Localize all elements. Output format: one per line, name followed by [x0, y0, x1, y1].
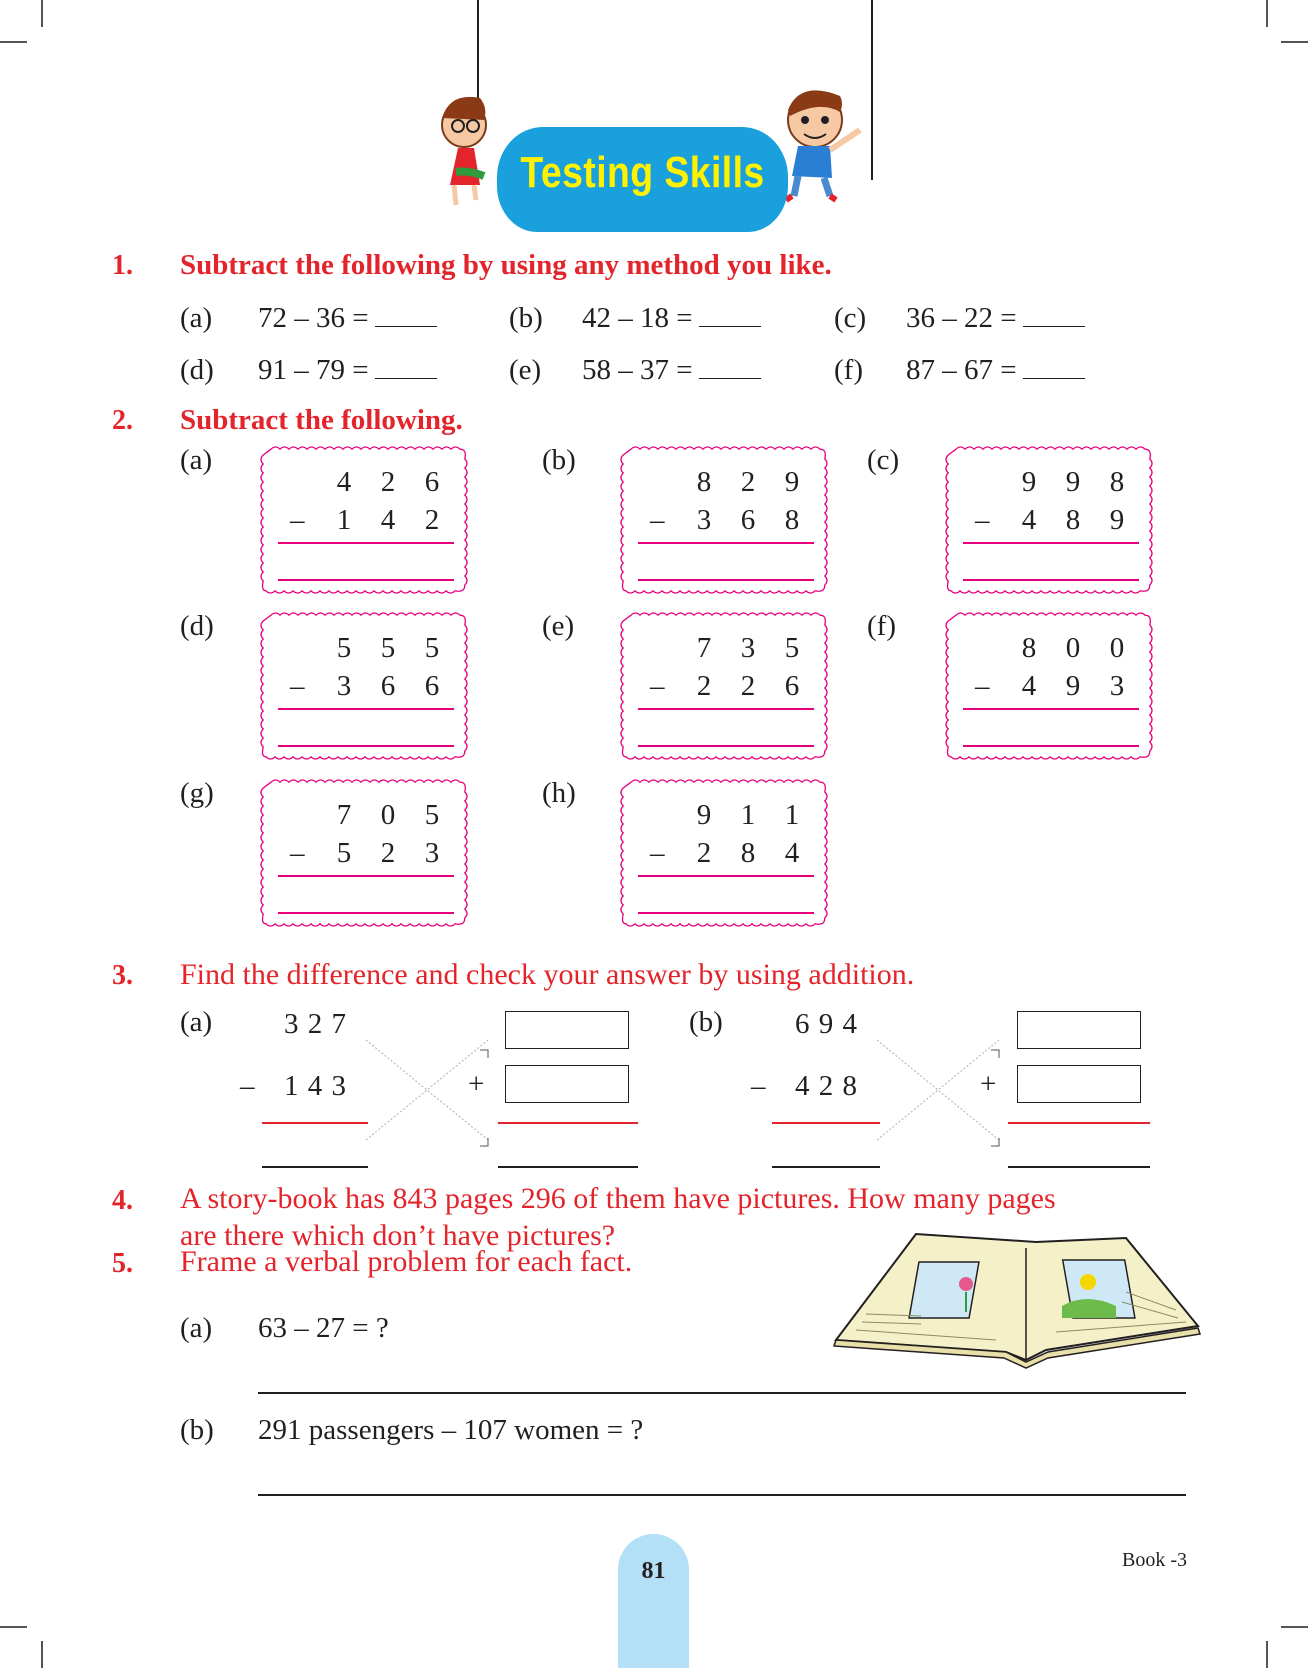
digit: 8	[1065, 504, 1081, 536]
digit: 6	[424, 466, 440, 498]
sum-line	[278, 708, 454, 710]
question-text: Subtract the following.	[180, 404, 463, 436]
subtrahend: 1 4 3	[284, 1070, 347, 1102]
subtrahend-digits	[322, 837, 454, 870]
answer-line[interactable]	[963, 579, 1139, 581]
subtraction-box	[260, 446, 468, 594]
sum-line	[638, 542, 814, 544]
digit: 2	[740, 670, 756, 702]
digit: 3	[740, 632, 756, 664]
item-label: (c)	[834, 302, 867, 334]
page-number: 81	[641, 1558, 666, 1584]
subtrahend-digits	[322, 504, 454, 537]
sum-label: (b)	[542, 444, 576, 476]
item-expression: 87 – 67 =	[906, 354, 1085, 387]
item-label: (b)	[509, 302, 543, 334]
answer-blank[interactable]	[375, 302, 437, 327]
book-label: Book -3	[1122, 1549, 1187, 1571]
sum-answer-line[interactable]	[498, 1166, 638, 1168]
answer-line[interactable]	[638, 912, 814, 914]
answer-line[interactable]	[278, 579, 454, 581]
digit: 3	[696, 504, 712, 536]
digit: 1	[740, 799, 756, 831]
question-number: 5.	[112, 1248, 133, 1279]
sum-label: (g)	[180, 777, 214, 809]
answer-blank[interactable]	[375, 354, 437, 379]
difference-line	[772, 1122, 880, 1124]
answer-blank[interactable]	[699, 354, 761, 379]
sum-label: (f)	[867, 610, 896, 642]
minuend-digits	[682, 632, 814, 665]
digit: 5	[784, 632, 800, 664]
minus-sign: –	[290, 670, 305, 702]
answer-line[interactable]	[963, 745, 1139, 747]
minuend-digits	[1007, 466, 1139, 499]
item-expression: 63 – 27 = ?	[258, 1312, 389, 1344]
sum-answer-line[interactable]	[1008, 1166, 1150, 1168]
page-title: Testing Skills	[520, 148, 765, 197]
item-label: (a)	[180, 1312, 213, 1344]
digit: 0	[1065, 632, 1081, 664]
question-text: Find the difference and check your answer by using addition.	[180, 958, 915, 991]
minus-sign: –	[290, 504, 305, 536]
difference-answer-line[interactable]	[772, 1166, 880, 1168]
digit: 9	[1109, 504, 1125, 536]
minus-sign: –	[751, 1070, 766, 1102]
girl-icon	[442, 97, 486, 205]
subtrahend-digits	[1007, 670, 1139, 703]
digit: 9	[696, 799, 712, 831]
item-expression: 72 – 36 =	[258, 302, 437, 335]
item-label: (d)	[180, 354, 214, 386]
digit: 7	[336, 799, 352, 831]
part-label: (b)	[689, 1006, 723, 1038]
part-label: (a)	[180, 1006, 213, 1038]
digit: 9	[1065, 466, 1081, 498]
digit: 1	[336, 504, 352, 536]
minuend-digits	[322, 632, 454, 665]
minus-sign: –	[240, 1070, 255, 1102]
question-text: Frame a verbal problem for each fact.	[180, 1245, 633, 1278]
sum-line	[963, 542, 1139, 544]
sum-line	[278, 542, 454, 544]
minuend: 3 2 7	[284, 1008, 347, 1040]
sum-label: (h)	[542, 777, 576, 809]
sum-line	[1008, 1122, 1150, 1124]
answer-blank[interactable]	[1023, 302, 1085, 327]
answer-line[interactable]	[638, 745, 814, 747]
check-box-top[interactable]	[505, 1011, 629, 1049]
digit: 4	[380, 504, 396, 536]
item-label: (b)	[180, 1414, 214, 1446]
question-number: 4.	[112, 1185, 133, 1216]
digit: 9	[1065, 670, 1081, 702]
question-text: Subtract the following by using any method you like.	[180, 249, 832, 281]
digit: 1	[784, 799, 800, 831]
subtraction-box	[620, 779, 828, 927]
item-label: (f)	[834, 354, 863, 386]
digit: 5	[336, 837, 352, 869]
digit: 2	[696, 670, 712, 702]
subtraction-box	[945, 612, 1153, 760]
digit: 2	[424, 504, 440, 536]
item-label: (e)	[509, 354, 542, 386]
digit: 6	[380, 670, 396, 702]
check-box-top[interactable]	[1017, 1011, 1141, 1049]
digit: 5	[336, 632, 352, 664]
minuend-digits	[322, 466, 454, 499]
sum-line	[498, 1122, 638, 1124]
minuend: 6 9 4	[795, 1008, 858, 1040]
minus-sign: –	[650, 837, 665, 869]
minus-sign: –	[975, 504, 990, 536]
minuend-digits	[682, 466, 814, 499]
sum-line	[278, 875, 454, 877]
sum-label: (d)	[180, 610, 214, 642]
plus-sign: +	[468, 1068, 485, 1100]
digit: 8	[1109, 466, 1125, 498]
minus-sign: –	[650, 670, 665, 702]
sum-label: (c)	[867, 444, 900, 476]
answer-line[interactable]	[638, 579, 814, 581]
plus-sign: +	[980, 1068, 997, 1100]
sum-line	[638, 875, 814, 877]
question-number: 2.	[112, 405, 133, 436]
digit: 2	[380, 466, 396, 498]
question-text-line-2: are there which don’t have pictures?	[180, 1219, 616, 1252]
digit: 0	[380, 799, 396, 831]
digit: 2	[380, 837, 396, 869]
subtraction-box	[620, 612, 828, 760]
subtrahend-digits	[682, 504, 814, 537]
digit: 6	[424, 670, 440, 702]
digit: 4	[1021, 504, 1037, 536]
subtraction-box	[945, 446, 1153, 594]
digit: 3	[424, 837, 440, 869]
minuend-digits	[1007, 632, 1139, 665]
subtrahend: 4 2 8	[795, 1070, 858, 1102]
check-box-bottom[interactable]	[1017, 1065, 1141, 1103]
minuend-digits	[682, 799, 814, 832]
item-expression: 58 – 37 =	[582, 354, 761, 387]
answer-line[interactable]	[258, 1494, 1186, 1496]
question-text-line-1: A story-book has 843 pages 296 of them have pictures. How many pages	[180, 1182, 1056, 1215]
answer-line[interactable]	[258, 1392, 1186, 1394]
sum-line	[638, 708, 814, 710]
item-expression: 42 – 18 =	[582, 302, 761, 335]
item-label: (a)	[180, 302, 213, 334]
question-number: 3.	[112, 960, 133, 991]
digit: 8	[696, 466, 712, 498]
boy-icon	[786, 90, 860, 200]
digit: 2	[740, 466, 756, 498]
subtrahend-digits	[322, 670, 454, 703]
sum-label: (a)	[180, 444, 213, 476]
difference-answer-line[interactable]	[262, 1166, 368, 1168]
item-expression: 91 – 79 =	[258, 354, 437, 387]
digit: 3	[1109, 670, 1125, 702]
minus-sign: –	[650, 504, 665, 536]
minus-sign: –	[290, 837, 305, 869]
digit: 4	[1021, 670, 1037, 702]
digit: 9	[784, 466, 800, 498]
item-expression: 36 – 22 =	[906, 302, 1085, 335]
digit: 5	[424, 799, 440, 831]
subtrahend-digits	[682, 837, 814, 870]
digit: 7	[696, 632, 712, 664]
digit: 8	[1021, 632, 1037, 664]
answer-blank[interactable]	[1023, 354, 1085, 379]
digit: 2	[696, 837, 712, 869]
subtrahend-digits	[682, 670, 814, 703]
digit: 4	[784, 837, 800, 869]
subtraction-box	[260, 779, 468, 927]
subtraction-box	[620, 446, 828, 594]
subtraction-box	[260, 612, 468, 760]
digit: 6	[740, 504, 756, 536]
digit: 8	[784, 504, 800, 536]
item-expression: 291 passengers – 107 women = ?	[258, 1414, 644, 1446]
answer-blank[interactable]	[699, 302, 761, 327]
digit: 6	[784, 670, 800, 702]
minus-sign: –	[975, 670, 990, 702]
subtrahend-digits	[1007, 504, 1139, 537]
page-number-tab	[618, 1534, 689, 1668]
difference-line	[262, 1122, 368, 1124]
digit: 5	[424, 632, 440, 664]
question-number: 1.	[112, 250, 133, 281]
open-book-icon	[826, 1222, 1206, 1372]
check-box-bottom[interactable]	[505, 1065, 629, 1103]
minuend-digits	[322, 799, 454, 832]
sum-label: (e)	[542, 610, 575, 642]
digit: 0	[1109, 632, 1125, 664]
sum-line	[963, 708, 1139, 710]
digit: 4	[336, 466, 352, 498]
answer-line[interactable]	[278, 912, 454, 914]
digit: 8	[740, 837, 756, 869]
answer-line[interactable]	[278, 745, 454, 747]
digit: 5	[380, 632, 396, 664]
digit: 9	[1021, 466, 1037, 498]
digit: 3	[336, 670, 352, 702]
